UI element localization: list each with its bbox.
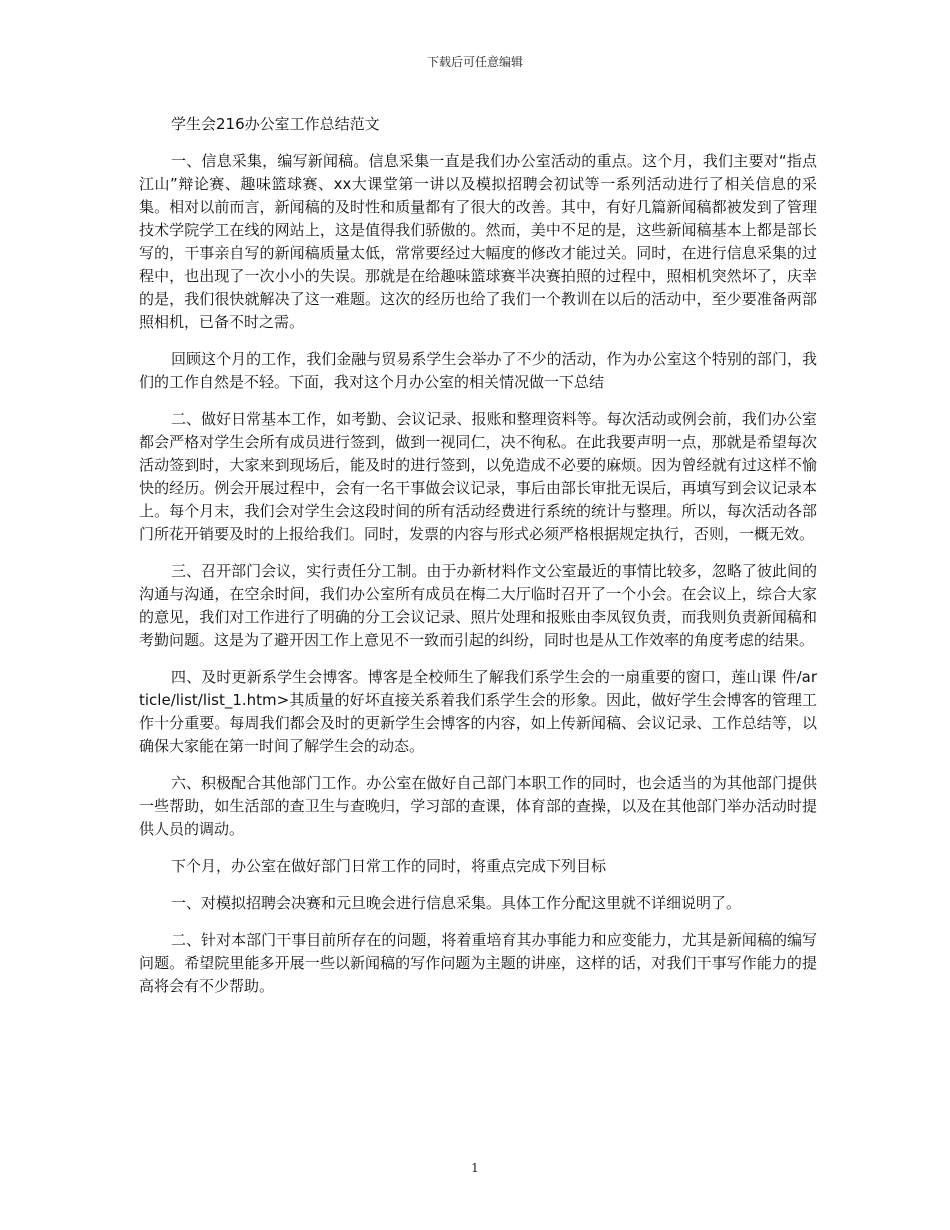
paragraph-goal-one: 一、对模拟招聘会决赛和元旦晚会进行信息采集。具体工作分配这里就不详细说明了。 bbox=[171, 894, 742, 912]
paragraph-review: 回顾这个月的工作，我们金融与贸易系学生会举办了不少的活动，作为办公室这个特别的部门，我们的工作自然是不轻。下面，我对这个月办公室的相关情况做一下总结 bbox=[139, 350, 817, 391]
document-title: 学生会216办公室工作总结范文 bbox=[171, 115, 380, 133]
page-number: 1 bbox=[471, 1161, 479, 1175]
paragraph-department-meeting: 三、召开部门会议，实行责任分工制。由于办新材料作文公室最近的事情比较多，忽略了彼此间的沟通与沟通，在空余时间，我们办公室所有成员在梅二大厅临时召开了一个小会。在会议上，综合大家的意见，我们对工作进行了明确的分工会议记录、照片处理和报账由李凤钗负责，而我则负责新闻稿和考勤问题。这是为了避开因工作上意见不一致而引起的纠纷，同时也是从工作效率的角度考虑的结果。 bbox=[139, 562, 817, 649]
paragraph-cooperation: 六、积极配合其他部门工作。办公室在做好自己部门本职工作的同时，也会适当的为其他部门提供一些帮助，如生活部的查卫生与查晚归，学习部的查课，体育部的查操，以及在其他部门举办活动时提供人员的调动。 bbox=[139, 774, 817, 838]
paragraph-info-collection: 一、信息采集，编写新闻稿。信息采集一直是我们办公室活动的重点。这个月，我们主要对“指点江山”辩论赛、趣味篮球赛、xx大课堂第一讲以及模拟招聘会初试等一系列活动进行了相关信息的采集。相对以前而言，新闻稿的及时性和质量都有了很大的改善。其中，有好几篇新闻稿都被发到了管理技术学院学工在线的网站上，这是值得我们骄傲的。然而，美中不足的是，这些新闻稿基本上都是部长写的，干事亲自写的新闻稿质量太低，常常要经过大幅度的修改才能过关。同时，在进行信息采集的过程中，也出现了一次小小的失误。那就是在给趣味篮球赛半决赛拍照的过程中，照相机突然坏了，庆幸的是，我们很快就解决了这一难题。这次的经历也给了我们一个教训在以后的活动中，至少要准备两部照相机，已备不时之需。 bbox=[139, 152, 817, 331]
paragraph-blog-update: 四、及时更新系学生会博客。博客是全校师生了解我们系学生会的一扇重要的窗口，莲山课 件/article/list/list_1.htm>其质量的好坏直接关系着我们系学生会的形象。因此，做好学生会博客的管理工作十分重要。每周我们都会及时的更新学生会博客的内容，如上传新闻稿、会议记录、工作总结等，以确保大家能在第一时间了解学生会的动态。 bbox=[139, 668, 817, 755]
document-body bbox=[139, 113, 817, 1012]
paragraph-next-month: 下个月，办公室在做好部门日常工作的同时，将重点完成下列目标 bbox=[171, 857, 607, 875]
paragraph-daily-work: 二、做好日常基本工作，如考勤、会议记录、报账和整理资料等。每次活动或例会前，我们办公室都会严格对学生会所有成员进行签到，做到一视同仁，决不徇私。在此我要声明一点，那就是希望每次活动签到时，大家来到现场后，能及时的进行签到，以免造成不必要的麻烦。因为曾经就有过这样不愉快的经历。例会开展过程中，会有一名干事做会议记录，事后由部长审批无误后，再填写到会议记录本上。每个月末，我们会对学生会这段时间的所有活动经费进行系统的统计与整理。所以，每次活动各部门所花开销要及时的上报给我们。同时，发票的内容与形式必须严格根据规定执行，否则，一概无效。 bbox=[139, 410, 817, 543]
paragraph-goal-two: 二、针对本部门干事目前所存在的问题，将着重培育其办事能力和应变能力，尤其是新闻稿的编写问题。希望院里能多开展一些以新闻稿的写作问题为主题的讲座，这样的话，对我们干事写作能力的提高将会有不少帮助。 bbox=[139, 931, 817, 995]
page-header: 下载后可任意编辑 bbox=[426, 55, 523, 69]
